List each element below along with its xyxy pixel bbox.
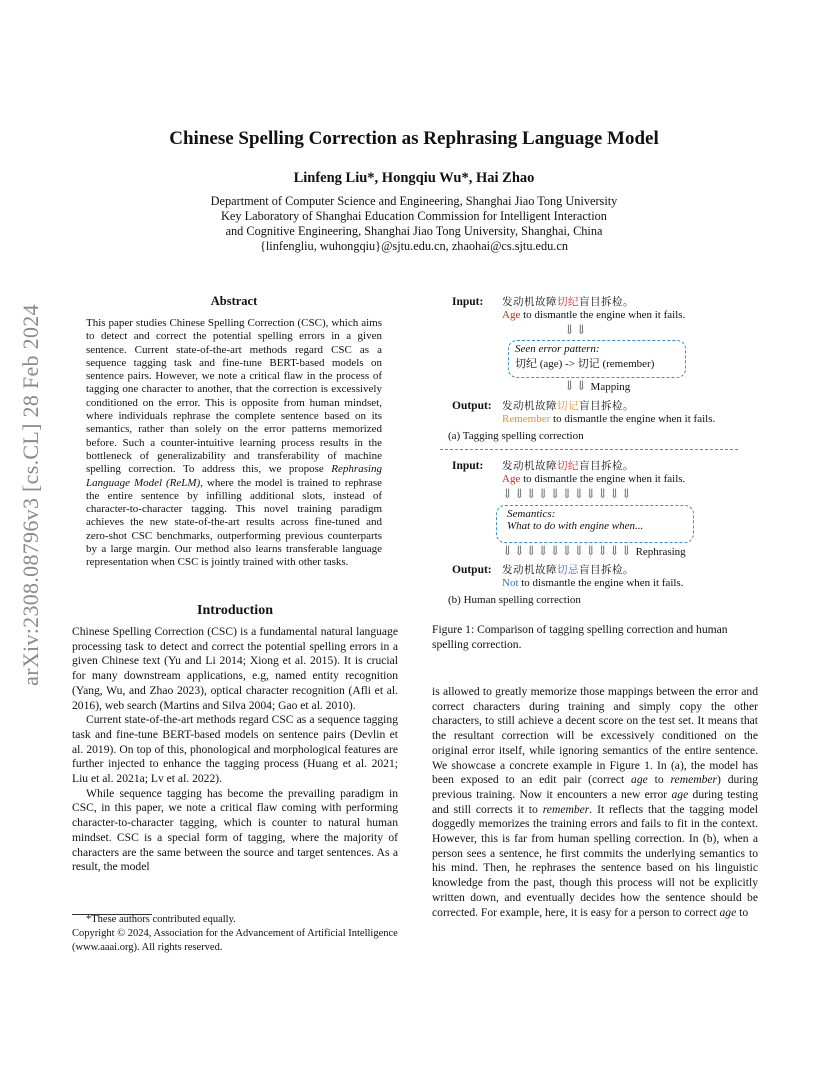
abstract-text: , where the model is trained to rephrase the entire sentence by infilling additional slots, instead of character-to-character tagging. This novel training paradigm achieves the new state-of-the-art results across fine-tuned and zero-shot CSC benchmarks, outperforming previous counterparts by a large margin. Our method also learns transferable language representation when CSC is jointly trained with other tasks. [86, 476, 382, 569]
right-column-body [432, 685, 758, 920]
figure-b-output-row [452, 562, 752, 577]
subfigure-b-caption: (b) Human spelling correction [448, 594, 581, 606]
mapping-label: Mapping [590, 381, 631, 393]
paper-title: Chinese Spelling Correction as Rephrasing Language Model [169, 128, 659, 149]
error-characters: 切纪 [557, 460, 579, 472]
down-arrows-icon: ⇓⇓⇓⇓⇓⇓⇓⇓⇓⇓⇓ [502, 543, 633, 558]
input-chinese: 发动机故障切纪盲目拆检。 [502, 460, 634, 472]
down-arrows-icon: ⇓⇓ [564, 322, 588, 337]
input-chinese: 发动机故障切纪盲目拆检。 [502, 296, 634, 308]
corrected-characters: 切记 [557, 400, 579, 412]
equal-contribution-note: *These authors contributed equally. [86, 914, 236, 925]
author-list: Linfeng Liu*, Hongqiu Wu*, Hai Zhao [293, 170, 535, 186]
corrected-word: Remember [502, 413, 551, 425]
box-title: Seen error pattern: [515, 343, 600, 355]
input-label: Input: [452, 296, 484, 308]
down-arrows-icon: ⇓⇓ [564, 378, 588, 393]
output-label: Output: [452, 564, 492, 576]
figure-a-output-row [452, 398, 752, 413]
abstract-method-name: Rephrasing Language Model (ReLM) [86, 463, 382, 489]
figure-b-output-english: Not to dismantle the engine when it fails. [502, 577, 684, 589]
introduction-body [72, 625, 398, 875]
paragraph: is allowed to greatly memorize those mappings between the error and correct characters during training and simply copy the other characters, to still achieve a decent score on the test set. It means that the resultant correction will be excessively conditioned on the original error itself, while ignoring semantics of the entire sentence. We showcase a concrete example in Figure 1. In (a), the model has been exposed to an edit pair (correct age to remember) during previous training. Now it encounters a new error age during testing and still corrects it to remember. It reflects that the tagging model doggedly memorizes the training errors and fails to fit in the context. However, this is far from human spelling correction. In (b), when a person sees a sentence, he first commits the underlying semantics to his mind. Then, he rephrases the sentence based on his linguistic knowledge from the past, though this process will not be explicitly written down, and eventually decides how the sentence should be corrected. For example, here, it is easy for a person to correct age to [432, 685, 758, 919]
paragraph: While sequence tagging has become the prevailing paradigm in CSC, in this paper, we note a critical flaw coming with performing character-to-character tagging, which is counter to natural human mindset. CSC is a special form of tagging, where the majority of characters are the same between the source and target sentences. As a result, the model [72, 786, 398, 874]
rephrasing-label: Rephrasing [635, 546, 686, 558]
box-semantics: What to do with engine when... [507, 520, 644, 532]
output-chinese: 发动机故障切忌盲目拆检。 [502, 564, 634, 576]
introduction-heading: Introduction [197, 603, 273, 618]
figure-a-input-english: Age to dismantle the engine when it fails. [502, 309, 686, 321]
figure-a-mapping [564, 378, 630, 394]
figure-b-input-row [452, 458, 752, 473]
error-word: Age [502, 473, 521, 485]
output-label: Output: [452, 400, 492, 412]
input-label: Input: [452, 460, 484, 472]
corrected-word: Not [502, 577, 519, 589]
paragraph: Current state-of-the-art methods regard CSC as a sequence tagging task and fine-tune BERT-based models on sentence pairs (Devlin et al. 2019). On top of this, phonological and morphological features are further injected to enhance the tagging process (Huang et al. 2021; Liu et al. 2021a; Lv et al. 2022). [72, 713, 398, 786]
figure-caption: Figure 1: Comparison of tagging spelling correction and human spelling correction. [432, 623, 728, 651]
box-mapping: 切纪 (age) -> 切记 (remember) [515, 358, 655, 370]
figure-b-rephrasing [502, 543, 686, 559]
author-emails: {linfengliu, wuhongqiu}@sjtu.edu.cn, zhaohai@cs.sjtu.edu.cn [259, 239, 568, 253]
error-characters: 切纪 [557, 296, 579, 308]
footnote-block [72, 913, 398, 954]
copyright-note: Copyright © 2024, Association for the Advancement of Artificial Intelligence (www.aaai.org). All rights reserved. [72, 927, 398, 953]
affiliation-line: Department of Computer Science and Engineering, Shanghai Jiao Tong University [210, 194, 618, 208]
error-word: Age [502, 309, 521, 321]
arxiv-stamp [14, 285, 48, 705]
subfigure-a-caption: (a) Tagging spelling correction [448, 430, 584, 442]
corrected-characters: 切忌 [557, 564, 579, 576]
paragraph: Chinese Spelling Correction (CSC) is a fundamental natural language processing task to detect and correct the potential spelling errors in a given Chinese text (Yu and Li 2014; Xiong et al. 2015). It is crucial for many downstream applications, e.g, named entity recognition (Yang, Wu, and Zhao 2023), optical character recognition (Afli et al. 2016), web search (Martins and Silva 2004; Gao et al. 2010). [72, 625, 398, 712]
figure-1 [440, 290, 760, 610]
arxiv-stamp-text: arXiv:2308.08796v3 [cs.CL] 28 Feb 2024 [18, 304, 43, 686]
subfigure-divider [440, 449, 738, 450]
figure-a-output-english: Remember to dismantle the engine when it fails. [502, 413, 716, 425]
affiliation-line: Key Laboratory of Shanghai Education Commission for Intelligent Interaction [221, 209, 607, 223]
abstract-text: This paper studies Chinese Spelling Correction (CSC), which aims to detect and correct the potential spelling errors in a given sentence. Current state-of-the-art methods regard CSC as a sequence tagging task and fine-tune BERT-based models on sentence pairs. However, we note a critical flaw in the process of tagging one character to another, that the correction is excessively conditioned on the error. This is opposite from human mindset, where individuals rephrase the complete sentence based on its semantics, rather than solely on the error patterns memorized before. Such a counter-intuitive learning process results in the bottleneck of generalizability and transferability of machine spelling correction. To address this, we propose [86, 317, 382, 476]
semantics-box [496, 505, 694, 543]
abstract-heading: Abstract [210, 294, 258, 308]
box-title: Semantics: [507, 508, 556, 520]
seen-error-pattern-box [508, 340, 686, 378]
abstract-body [86, 317, 382, 570]
output-chinese: 发动机故障切记盲目拆检。 [502, 400, 634, 412]
figure-a-input-row [452, 294, 752, 309]
figure-b-input-english: Age to dismantle the engine when it fails. [502, 473, 686, 485]
down-arrows-icon: ⇓⇓⇓⇓⇓⇓⇓⇓⇓⇓⇓ [502, 486, 633, 501]
affiliation-block [0, 194, 828, 254]
affiliation-line: and Cognitive Engineering, Shanghai Jiao Tong University, Shanghai, China [225, 224, 603, 238]
